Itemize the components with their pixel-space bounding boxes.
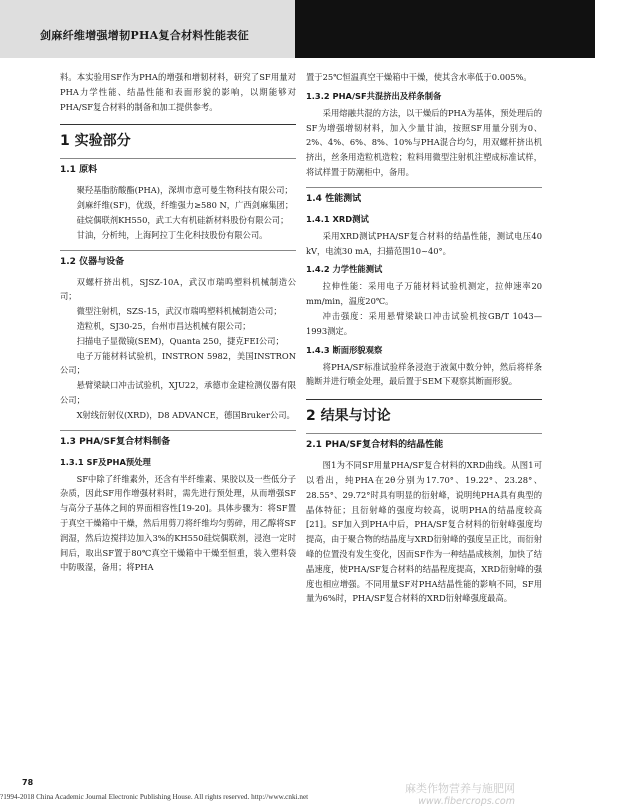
journal-logo: 塑料科技: [610, 20, 642, 161]
subsubsection-heading-pretreatment: 1.3.1 SF及PHA预处理: [60, 456, 151, 467]
equipment-item: 扫描电子显微镜(SEM)，Quanta 250，捷克FEI公司；: [76, 335, 284, 346]
left-column: [60, 70, 296, 575]
equipment-item: X射线衍射仪(XRD)，D8 ADVANCE，德国Bruker公司。: [76, 409, 295, 420]
xrd-paragraph: 采用XRD测试PHA/SF复合材料的结晶性能，测试电压40 kV，电流30 mA，扫描范围10~40°。: [306, 230, 542, 256]
subsubsection-heading-xrd: 1.4.1 XRD测试: [306, 213, 369, 224]
material-item: 聚羟基脂肪酸酯(PHA)，深圳市意可曼生物科技有限公司；: [76, 185, 293, 196]
subsection-heading-equipment: 1.2 仪器与设备: [60, 250, 296, 270]
equipment-item: 悬臂梁缺口冲击试验机，XJU22，承德市金建检测仪器有限公司；: [60, 380, 296, 405]
subsection-heading-crystallization: 2.1 PHA/SF复合材料的结晶性能: [306, 433, 542, 453]
blending-paragraph: 采用熔融共混的方法，以干燥后的PHA为基体，预处理后的SF为增强增韧材料，加入少量甘油，按照SF用量分别为0、2%、4%、6%、8%、10%与PHA混合均匀，用双螺杆挤出机挤出，丝条用造粒机造粒；粒料用微型注射机注塑成标准试样，将试样置于防潮柜中，备用。: [306, 107, 542, 177]
section-heading-experimental: 1 实验部分: [60, 124, 296, 151]
sem-paragraph: 将PHA/SF标准试验样条浸泡于液氮中数分钟，然后将样条脆断并进行喷金处理，最后置于SEM下观察其断面形貌。: [306, 361, 542, 387]
header-title-band: [0, 0, 295, 58]
right-column: [306, 70, 542, 606]
section-heading-results: 2 结果与讨论: [306, 399, 542, 426]
subsection-heading-testing: 1.4 性能测试: [306, 187, 542, 207]
running-title: 剑麻纤维增强增韧PHA复合材料性能表征: [40, 29, 249, 42]
material-item: 甘油，分析纯，上海阿拉丁生化科技股份有限公司。: [76, 229, 268, 240]
watermark-text: 麻类作物营养与施肥网: [405, 782, 515, 795]
subsubsection-heading-blending: 1.3.2 PHA/SF共混挤出及样条制备: [306, 90, 442, 101]
intro-paragraph: 料。本实验用SF作为PHA的增强和增韧材料，研究了SF用量对PHA力学性能、结晶性能和表面形貌的影响，以期能够对PHA/SF复合材料的制备和加工提供参考。: [60, 72, 296, 112]
page-number: 78: [22, 778, 34, 787]
equipment-item: 双螺杆挤出机，SJSZ-10A，武汉市瑞鸣塑料机械制造公司；: [60, 276, 296, 302]
equipment-item: 电子万能材料试验机，INSTRON 5982，美国INSTRON公司；: [60, 350, 296, 376]
equipment-item: 微型注射机，SZS-15，武汉市瑞鸣塑料机械制造公司；: [76, 306, 282, 317]
subsection-heading-materials: 1.1 原料: [60, 158, 296, 178]
pretreatment-paragraph: SF中除了纤维素外，还含有半纤维素、果胶以及一些低分子杂质，因此SF用作增强材料时，需先进行预处理，从而增强SF与高分子基体之间的界面相容性[19-20]。具体步骤为：将SF置于真空干燥箱中干燥，然后用剪刀将纤维均匀剪碎，用乙醇将SF润湿，然后边搅拌边加入3%的KH550硅烷偶联剂，浸泡一定时间后，取出SF置于80℃真空干燥箱中干燥至恒重，装入塑料袋中防吸湿，备用；将PHA: [60, 473, 296, 573]
watermark: [405, 782, 515, 808]
equipment-item: 造粒机，SJ30-25，台州市昌达机械有限公司；: [76, 320, 251, 331]
material-item: 剑麻纤维(SF)，优级，纤维强力≥580 N，广西剑麻集团；: [76, 200, 294, 211]
copyright-line: ?1994-2018 China Academic Journal Electronic Publishing House. All rights reserved. http://www.cnki.net: [0, 793, 309, 801]
subsection-heading-preparation: 1.3 PHA/SF复合材料制备: [60, 430, 296, 450]
subsubsection-heading-morphology: 1.4.3 断面形貌观察: [306, 344, 383, 355]
material-item: 硅烷偶联剂KH550，武工大有机硅新材料股份有限公司；: [76, 214, 289, 225]
impact-paragraph: 冲击强度：采用悬臂梁缺口冲击试验机按GB/T 1043—1993测定。: [306, 310, 542, 336]
subsubsection-heading-mechanical: 1.4.2 力学性能测试: [306, 264, 383, 275]
tensile-paragraph: 拉伸性能：采用电子万能材料试验机测定，拉伸速率20 mm/min，温度20℃。: [306, 281, 542, 307]
continued-paragraph: 置于25℃恒温真空干燥箱中干燥，使其含水率低于0.005%。: [306, 72, 532, 82]
watermark-url: www.fibercrops.com: [418, 796, 515, 807]
results-paragraph: 图1为不同SF用量PHA/SF复合材料的XRD曲线。从图1可以看出，纯PHA在2θ分别为17.70°、19.22°、23.28°、28.55°、29.72°时具有明显的衍射峰，说明纯PHA具有典型的晶体特征；且衍射峰的强度均较高，说明PHA的结晶度较高[21]。SF加入到PHA中后，PHA/SF复合材料的衍射峰强度均提高，由于聚合物的结晶度与XRD衍射峰的强度呈正比，而衍射峰的位置没有发生变化，因而SF作为一种结晶成核剂，加快了结晶速度，使PHA/SF复合材料的结晶程度提高，XRD衍射峰的强度也相应增强。不同用量SF对PHA结晶性能的影响不同，SF用量为6%时，PHA/SF复合材料的XRD衍射峰强度最高。: [306, 460, 542, 604]
